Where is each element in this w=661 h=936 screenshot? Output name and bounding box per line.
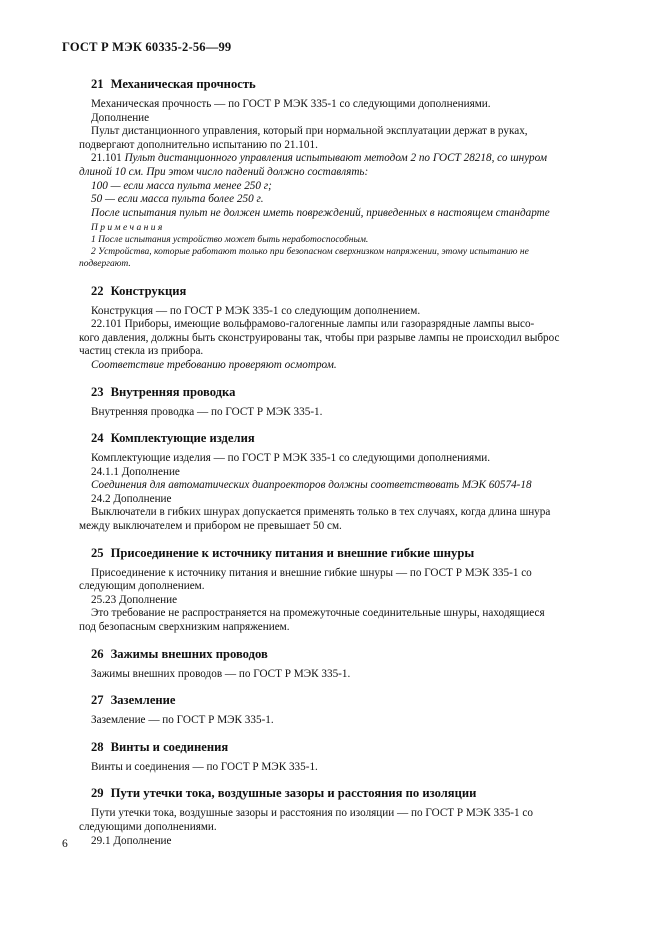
paragraph: 24.2 Дополнение <box>91 492 172 505</box>
paragraph: кого давления, должны быть сконструированы так, чтобы при разрыве лампы не происходил выброс <box>79 331 560 344</box>
list-item: 100 — если масса пульта менее 250 г; <box>91 179 272 192</box>
section-number: 21 <box>91 77 104 91</box>
paragraph: Пути утечки тока, воздушные зазоры и расстояния по изоляции — по ГОСТ Р МЭК 335-1 со <box>91 807 533 820</box>
section-title: Присоединение к источнику питания и внешние гибкие шнуры <box>110 545 475 560</box>
section-title: Механическая прочность <box>110 77 256 91</box>
section-title: Конструкция <box>110 283 187 298</box>
paragraph: Зажимы внешних проводов — по ГОСТ Р МЭК 335-1. <box>91 667 351 680</box>
section-number: 29 <box>91 786 104 801</box>
paragraph: следующим дополнением. <box>79 580 205 593</box>
paragraph: подвергают дополнительно испытанию по 21.101. <box>79 138 318 151</box>
page-header: ГОСТ Р МЭК 60335-2-56—99 <box>62 40 232 54</box>
paragraph: Выключатели в гибких шнурах допускается применять только в тех случаях, когда длина шнура <box>91 506 551 519</box>
section-24-heading <box>91 431 599 446</box>
paragraph: между выключателем и прибором не превышает 50 см. <box>79 520 342 533</box>
section-27-heading <box>91 693 599 708</box>
note: 2 Устройства, которые работают только при безопасном сверхнизком напряжении, этому испытанию не <box>91 246 529 257</box>
section-26-heading <box>91 647 599 662</box>
paragraph: Комплектующие изделия — по ГОСТ Р МЭК 335-1 со следующими дополнениями. <box>91 452 491 465</box>
list-item: 50 — если масса пульта более 250 г. <box>91 193 264 206</box>
section-28-heading <box>91 740 599 755</box>
section-number: 22 <box>91 283 104 298</box>
paragraph: После испытания пульт не должен иметь повреждений, приведенных в настоящем стандарте <box>91 206 550 219</box>
note: 1 После испытания устройство может быть неработоспособным. <box>91 235 369 246</box>
section-number: 25 <box>91 545 104 560</box>
paragraph: Пульт дистанционного управления, который при нормальной эксплуатации держат в руках, <box>91 125 528 138</box>
section-title: Винты и соединения <box>110 739 229 754</box>
paragraph: Дополнение <box>91 111 150 124</box>
paragraph: 25.23 Дополнение <box>91 593 178 606</box>
paragraph: Внутренняя проводка — по ГОСТ Р МЭК 335-1. <box>91 405 323 418</box>
paragraph: 29.1 Дополнение <box>91 834 172 847</box>
clause-text: длиной 10 см. При этом число падений должно составлять: <box>79 165 369 178</box>
section-title: Зажимы внешних проводов <box>110 646 268 661</box>
section-number: 28 <box>91 739 104 754</box>
paragraph: Присоединение к источнику питания и внешние гибкие шнуры — по ГОСТ Р МЭК 335-1 со <box>91 566 532 579</box>
paragraph: Это требование не распространяется на промежуточные соединительные шнуры, находящиеся <box>91 607 545 620</box>
section-number: 24 <box>91 431 104 446</box>
clause-number: 21.101 <box>91 152 122 165</box>
section-number: 26 <box>91 646 104 661</box>
paragraph: 22.101 Приборы, имеющие вольфрамово-галогенные лампы или газоразрядные лампы высо- <box>91 318 535 331</box>
section-29-heading <box>91 786 599 801</box>
paragraph: Механическая прочность — по ГОСТ Р МЭК 335-1 со следующими дополнениями. <box>91 98 491 110</box>
content-column <box>79 77 599 848</box>
section-25-heading <box>91 546 599 561</box>
section-title: Заземление <box>110 693 176 708</box>
section-title: Комплектующие изделия <box>110 431 255 446</box>
section-title: Пути утечки тока, воздушные зазоры и расстояния по изоляции <box>110 786 477 801</box>
paragraph: Заземление — по ГОСТ Р МЭК 335-1. <box>91 714 274 727</box>
paragraph: Конструкция — по ГОСТ Р МЭК 335-1 со следующим дополнением. <box>91 304 421 317</box>
paragraph: следующими дополнениями. <box>79 821 217 833</box>
paragraph: частиц стекла из прибора. <box>79 345 204 358</box>
clause-21-101 <box>91 152 599 166</box>
paragraph: под безопасным сверхнизким напряжением. <box>79 621 290 634</box>
paragraph: Соответствие требованию проверяют осмотром. <box>91 358 337 371</box>
paragraph: Соединения для автоматических диапроекторов должны соответствовать МЭК 60574-18 <box>91 479 532 492</box>
section-number: 27 <box>91 693 104 708</box>
section-23-heading <box>91 385 599 400</box>
clause-text: Пульт дистанционного управления испытывают методом 2 по ГОСТ 28218, со шнуром <box>124 152 547 165</box>
paragraph: 24.1.1 Дополнение <box>91 465 180 478</box>
notes-heading: Примечания <box>91 223 165 234</box>
paragraph: Винты и соединения — по ГОСТ Р МЭК 335-1. <box>91 760 318 773</box>
page-number: 6 <box>62 838 68 850</box>
section-21-heading <box>91 77 599 92</box>
note: подвергают. <box>79 258 131 269</box>
section-number: 23 <box>91 384 104 399</box>
section-title: Внутренняя проводка <box>110 384 236 399</box>
section-22-heading <box>91 284 599 299</box>
